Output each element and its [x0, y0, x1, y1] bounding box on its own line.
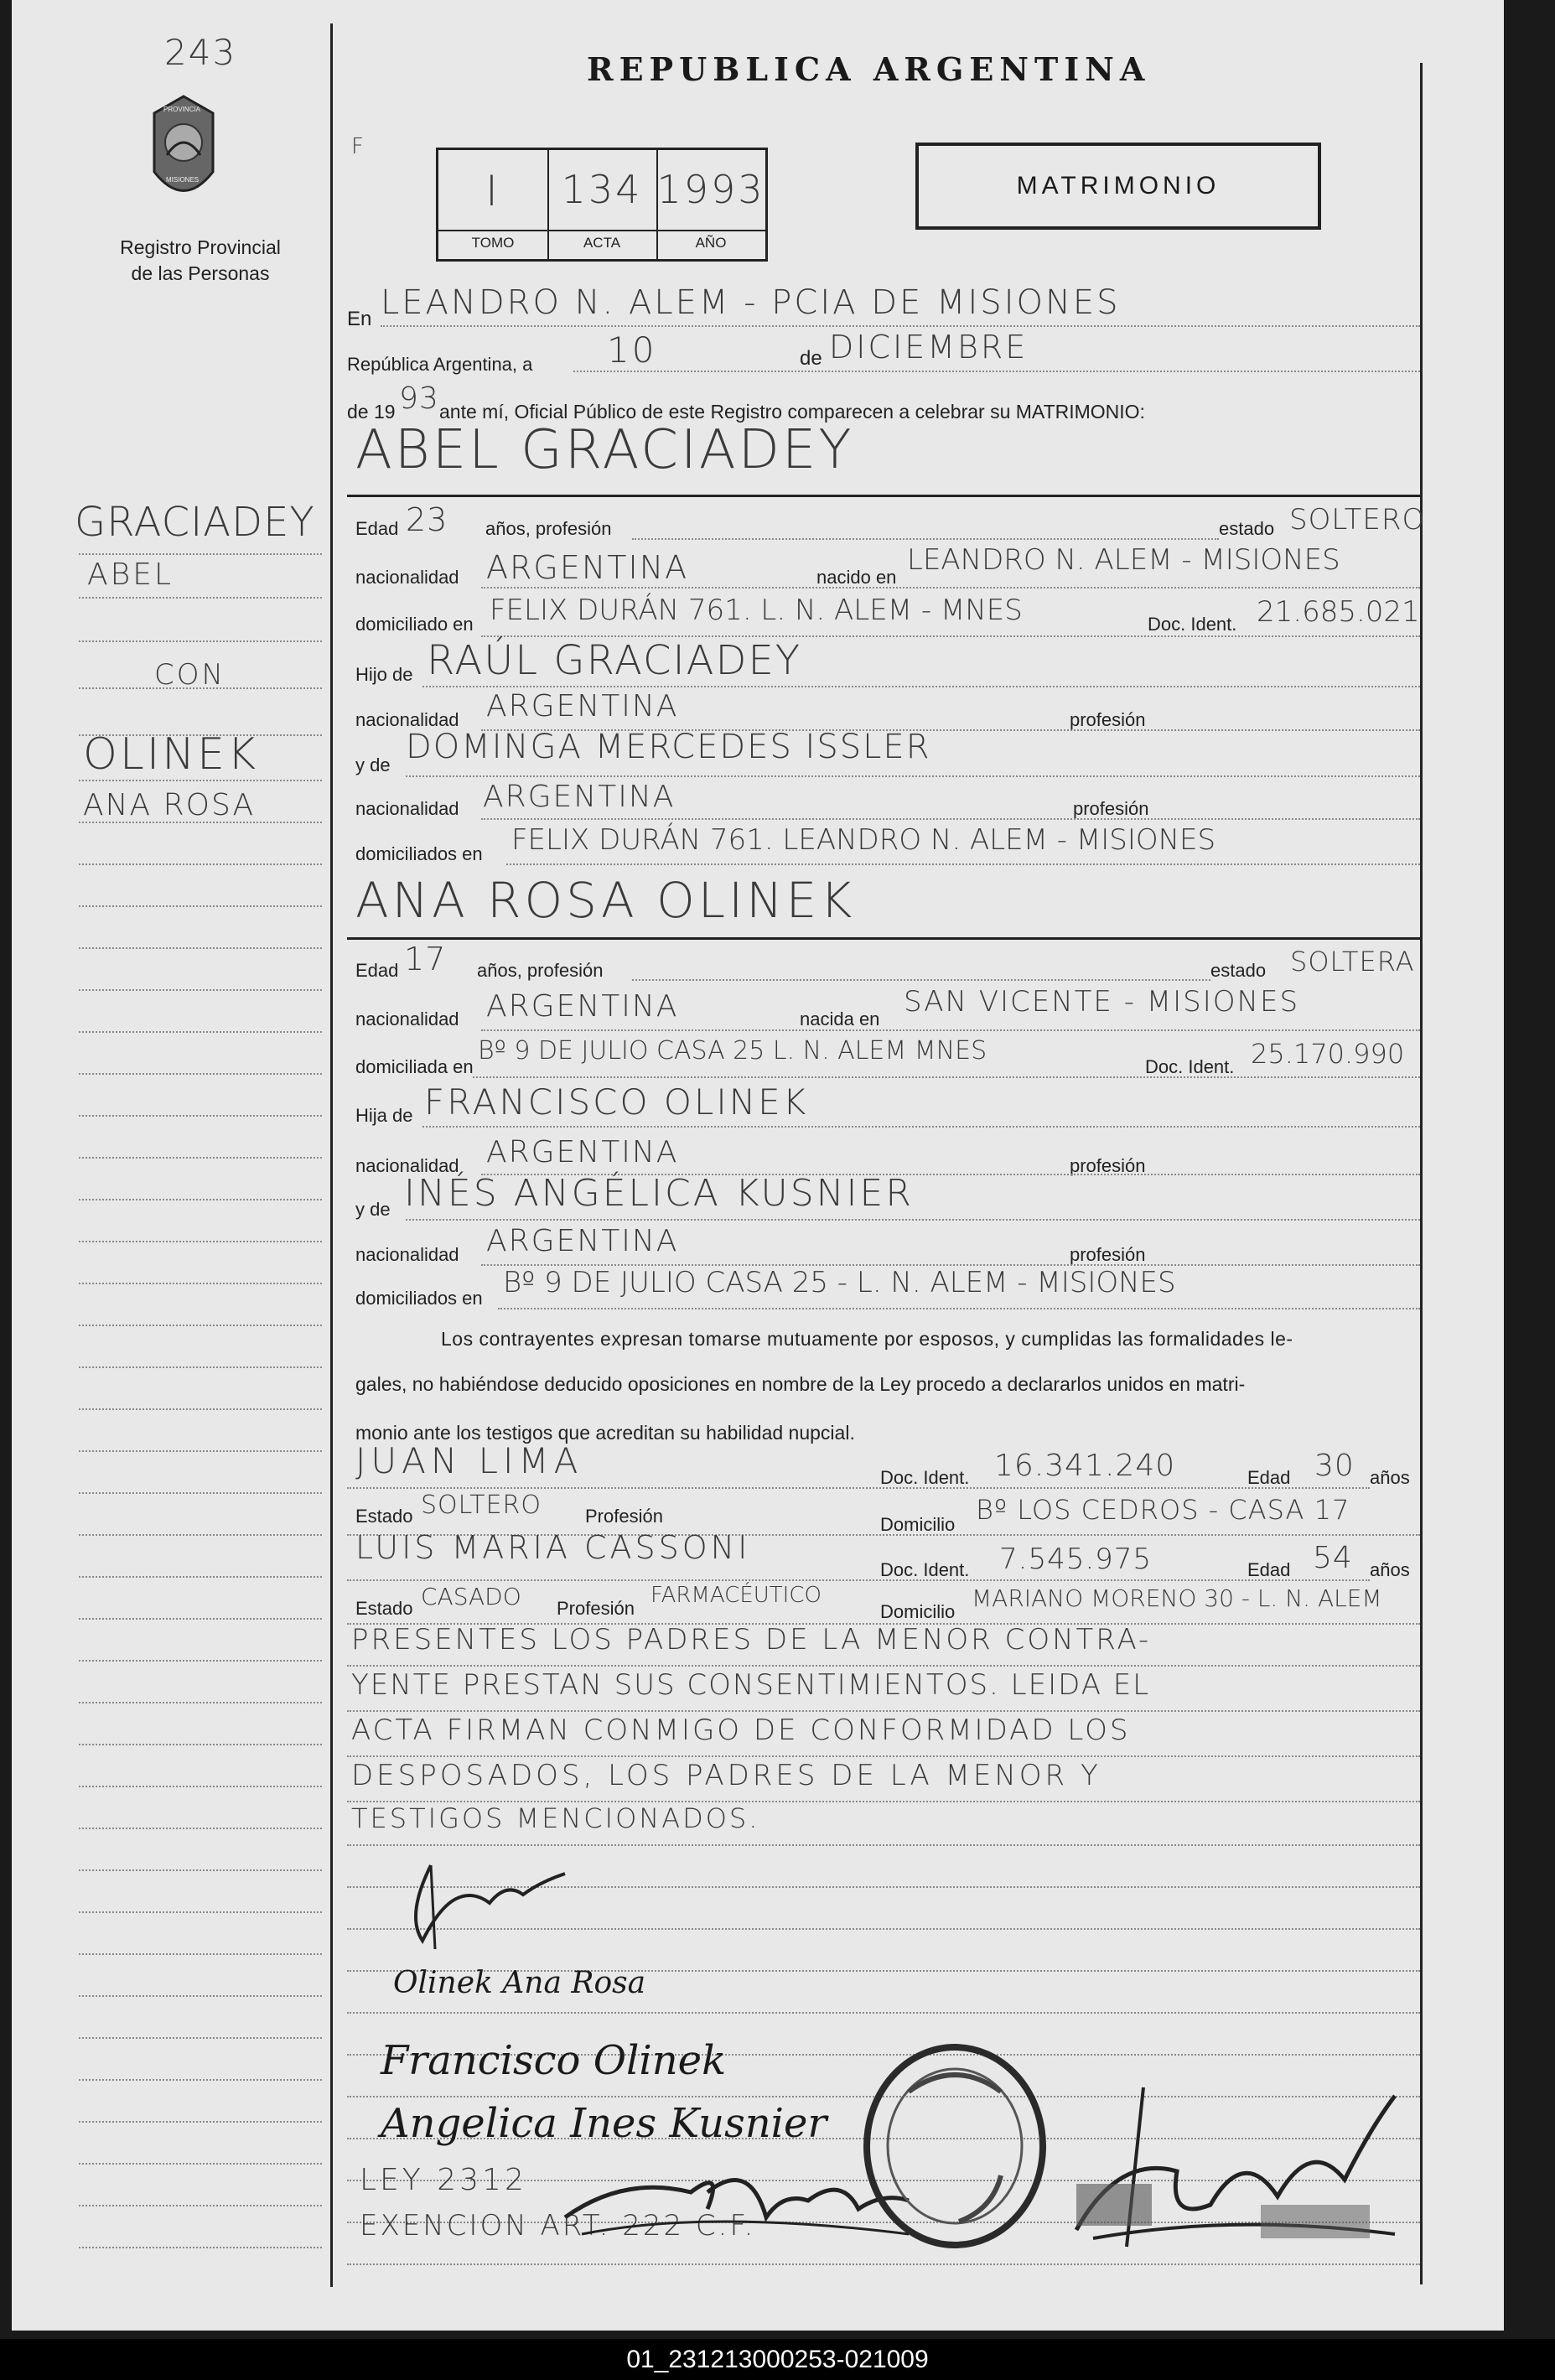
bride-birthplace: SAN VICENTE - MISIONES [904, 985, 1300, 1019]
bride-nacida-label: nacida en [800, 1009, 880, 1029]
seal-text-top: PROVINCIA [163, 106, 201, 113]
witness2-estado-label: Estado [355, 1598, 413, 1619]
bride-mother-prof-label: profesión [1070, 1244, 1146, 1265]
seal-text-bottom: MISIONES [166, 176, 200, 184]
bride-edad-label: Edad [355, 960, 399, 981]
bride-mother-nac-label: nacionalidad [355, 1244, 459, 1265]
day: 10 [607, 329, 657, 371]
bride-dom-label: domiciliada en [355, 1056, 474, 1077]
registry-line1: Registro Provincial [120, 236, 281, 258]
margin-note-bride-surname: OLINEK [83, 729, 259, 780]
note-line-2: YENTE PRESTAN SUS CONSENTIMIENTOS. LEIDA EL [351, 1668, 1151, 1702]
bride-doc: 25.170.990 [1251, 1038, 1405, 1070]
witness1-edad-label: Edad [1247, 1467, 1291, 1488]
witness2-dom-label: Domicilio [880, 1601, 956, 1622]
witness1-address: Bº LOS CEDROS - CASA 17 [976, 1494, 1350, 1526]
groom-edad-label: Edad [355, 518, 399, 539]
bride-anos-prof: años, profesión [477, 960, 604, 981]
anio-label: AÑO [695, 235, 727, 251]
witness1-name: JUAN LIMA [355, 1440, 583, 1481]
acta-label: ACTA [583, 235, 621, 251]
groom-mother-prof-label: profesión [1073, 798, 1149, 819]
bride-father-nac-label: nacionalidad [355, 1155, 459, 1176]
groom-doc: 21.685.021 [1257, 595, 1420, 629]
witness2-anos: años [1370, 1559, 1410, 1580]
groom-birthplace: LEANDRO N. ALEM - MISIONES [907, 543, 1340, 577]
bride-doms-label: domiciliados en [355, 1288, 483, 1309]
groom-father-nationality: ARGENTINA [486, 689, 679, 723]
scan-footer: 01_231213000253-021009 [0, 2339, 1555, 2380]
acta-value: 134 [561, 167, 643, 212]
act-type: MATRIMONIO [1016, 172, 1221, 200]
witness1-anos: años [1370, 1467, 1410, 1488]
groom-mother-nac-label: nacionalidad [355, 798, 459, 819]
groom-estado: SOLTERO [1289, 503, 1426, 537]
bride-age: 17 [404, 941, 447, 977]
groom-doc-label: Doc. Ident. [1148, 614, 1237, 635]
witness2-address: MARIANO MORENO 30 - L. N. ALEM [972, 1584, 1382, 1612]
act-type-box [915, 143, 1321, 230]
intro-text: ante mí, Oficial Público de este Registro comparecen a celebrar su MATRIMONIO: [439, 401, 1145, 423]
margin-note-bride-name: ANA ROSA [83, 788, 256, 822]
groom-address: FELIX DURÁN 761. L. N. ALEM - MNES [490, 594, 1023, 627]
document-page [12, 0, 1504, 2331]
groom-signature [397, 1849, 573, 1957]
groom-nationality: ARGENTINA [486, 549, 689, 586]
groom-age: 23 [406, 501, 448, 538]
groom-mother-nationality: ARGENTINA [483, 780, 676, 814]
right-rule [1420, 63, 1423, 2284]
witness2-prof-label: Profesión [557, 1598, 635, 1619]
bride-mother: INÉS ANGÉLICA KUSNIER [404, 1172, 914, 1215]
year-label: de 19 [347, 401, 396, 423]
groom-estado-label: estado [1219, 518, 1275, 539]
bride-name: ANA ROSA OLINEK [355, 872, 856, 929]
groom-anos-prof: años, profesión [485, 518, 612, 539]
groom-parents-address: FELIX DURÁN 761. LEANDRO N. ALEM - MISIONES [511, 823, 1216, 857]
bride-estado: SOLTERA [1290, 946, 1415, 977]
groom-dom-label: domiciliado en [355, 614, 474, 635]
bride-father-signature: Francisco Olinek [381, 2037, 727, 2084]
declaration-line-1: Los contrayentes expresan tomarse mutuamente por esposos, y cumplidas las formalidades le- [441, 1328, 1293, 1350]
bride-nac-label: nacionalidad [355, 1009, 459, 1029]
witness2-estado: CASADO [421, 1583, 521, 1610]
anio-value: 1993 [656, 167, 765, 212]
witness1-estado: SOLTERO [421, 1491, 542, 1520]
groom-nac-label: nacionalidad [355, 567, 459, 588]
bride-estado-label: estado [1210, 960, 1267, 981]
witness2-name: LUIS MARIA CASSONI [355, 1529, 751, 1566]
en-label: En [347, 308, 372, 330]
groom-father-prof-label: profesión [1070, 709, 1146, 730]
margin-note-con: CON [154, 658, 225, 692]
misiones-seal [150, 92, 217, 218]
groom-mother: DOMINGA MERCEDES ISSLER [406, 728, 931, 766]
bride-address: Bº 9 DE JULIO CASA 25 L. N. ALEM MNES [478, 1036, 987, 1066]
declaration-line-3: monio ante los testigos que acreditan su habilidad nupcial. [355, 1422, 855, 1444]
note-line-1: PRESENTES LOS PADRES DE LA MENOR CONTRA- [351, 1623, 1152, 1657]
bride-nationality: ARGENTINA [486, 989, 679, 1024]
note-line-3: ACTA FIRMAN CONMIGO DE CONFORMIDAD LOS [351, 1714, 1131, 1747]
registry-line2: de las Personas [131, 262, 270, 284]
witness1-dom-label: Domicilio [880, 1514, 956, 1535]
groom-hijo-label: Hijo de [355, 664, 413, 685]
bride-doc-label: Doc. Ident. [1145, 1056, 1235, 1077]
witness1-age: 30 [1314, 1449, 1355, 1483]
witness1-estado-label: Estado [355, 1506, 413, 1527]
groom-father-nac-label: nacionalidad [355, 709, 459, 730]
bride-hija-label: Hija de [355, 1105, 413, 1126]
correction-mark: F [351, 134, 366, 159]
official-signature [1043, 2079, 1412, 2272]
year-suffix: 93 [399, 381, 439, 416]
bride-signature: Olinek Ana Rosa [393, 1966, 646, 2000]
bride-parents-address: Bº 9 DE JULIO CASA 25 - L. N. ALEM - MISIONES [503, 1266, 1176, 1299]
declaration-line-2: gales, no habiéndose deducido oposiciones en nombre de la Ley procedo a declararlos unidos en matri- [355, 1373, 1246, 1395]
month: DICIEMBRE [829, 329, 1029, 366]
bride-yde-label: y de [355, 1199, 391, 1220]
groom-father: RAÚL GRACIADEY [427, 637, 802, 684]
witness1-doc: 16.341.240 [994, 1449, 1176, 1483]
groom-nacido-label: nacido en [816, 567, 897, 588]
note-line-5: TESTIGOS MENCIONADOS. [351, 1802, 760, 1834]
republica-label: República Argentina, a [347, 354, 533, 375]
margin-note-name: ABEL [87, 557, 174, 592]
groom-name: ABEL GRACIADEY [355, 419, 854, 481]
bride-father-nationality: ARGENTINA [486, 1135, 679, 1169]
witness2-doc-label: Doc. Ident. [880, 1559, 970, 1580]
tomo-value: I [485, 167, 500, 215]
witness2-age: 54 [1313, 1541, 1353, 1575]
bride-father: FRANCISCO OLINEK [424, 1081, 809, 1123]
witness2-edad-label: Edad [1247, 1559, 1291, 1580]
tomo-label: TOMO [471, 235, 515, 251]
witness2-profession: FARMACÉUTICO [651, 1583, 822, 1608]
de-label: de [800, 347, 822, 370]
country-title: REPUBLICA ARGENTINA [587, 50, 1151, 88]
margin-rule [330, 23, 333, 2287]
groom-doms-label: domiciliados en [355, 843, 483, 864]
law-note-2: EXENCION ART. 222 C.F. [360, 2209, 756, 2243]
margin-note-surname: GRACIADEY [75, 499, 315, 546]
page-number: 243 [164, 32, 237, 73]
record-box [436, 148, 768, 262]
witness1-doc-label: Doc. Ident. [880, 1467, 970, 1488]
official-stamp [858, 2041, 1051, 2251]
witness1-prof-label: Profesión [585, 1506, 663, 1527]
note-line-4: DESPOSADOS, LOS PADRES DE LA MENOR Y [351, 1759, 1101, 1792]
bride-mother-nationality: ARGENTINA [486, 1224, 679, 1258]
bride-father-prof-label: profesión [1070, 1155, 1146, 1176]
witness2-doc: 7.545.975 [999, 1543, 1153, 1576]
law-note-1: LEY 2312 [360, 2163, 527, 2197]
place: LEANDRO N. ALEM - PCIA DE MISIONES [381, 283, 1121, 322]
groom-yde-label: y de [355, 754, 391, 775]
bride-mother-signature: Angelica Ines Kusnier [381, 2100, 827, 2147]
